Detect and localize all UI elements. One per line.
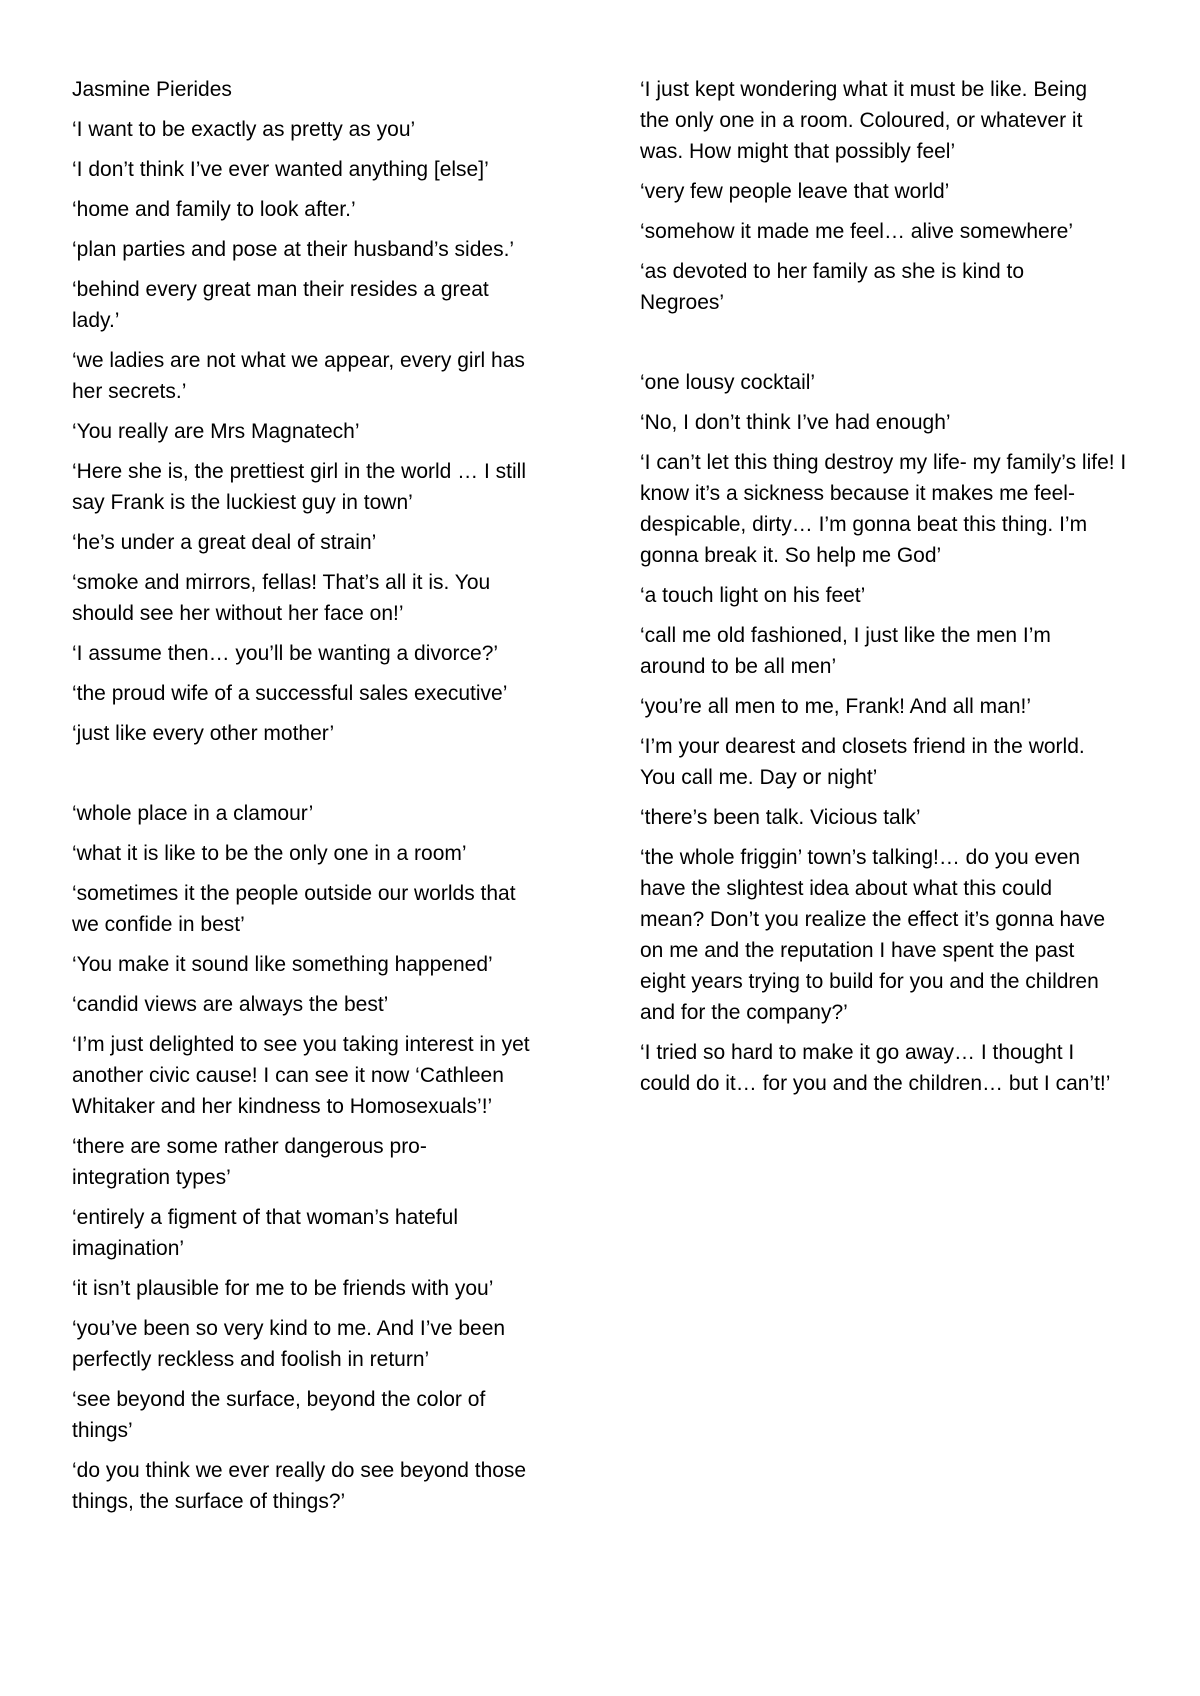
quote-line: ‘see beyond the surface, beyond the color of things’ (72, 1388, 486, 1442)
quote-line: ‘candid views are always the best’ (72, 993, 389, 1016)
quote-line: ‘I want to be exactly as pretty as you’ (72, 118, 416, 141)
quote-line: ‘sometimes it the people outside our worlds that we confide in best’ (72, 882, 516, 936)
quote-line: ‘smoke and mirrors, fellas! That’s all it is. You should see her without her face on!’ (72, 571, 491, 625)
quote-line: ‘I can’t let this thing destroy my life- my family’s life! I know it’s a sickness because it makes me feel- despicable, dirty… I’m gonna beat this thing. I’m gonna break it. So help me God’ (640, 451, 1127, 567)
quote-line: ‘I tried so hard to make it go away… I thought I could do it… for you and the children… but I can’t!’ (640, 1041, 1111, 1095)
quote-line: ‘a touch light on his feet’ (640, 584, 866, 607)
quote-line: ‘he’s under a great deal of strain’ (72, 531, 377, 554)
quote-line: ‘plan parties and pose at their husband’s sides.’ (72, 238, 515, 261)
quote-line: ‘as devoted to her family as she is kind to Negroes’ (640, 260, 1025, 314)
quote-line: ‘the whole friggin’ town’s talking!… do you even have the slightest idea about what this could mean? Don’t you realize the effect it’s gonna have on me and the reputation I have spent the past eight years trying to build for you and the children and for the company?’ (640, 846, 1106, 1024)
quote-line: ‘do you think we ever really do see beyond those things, the surface of things?’ (72, 1459, 527, 1513)
quote-line: ‘You make it sound like something happened’ (72, 953, 493, 976)
quote-line: ‘home and family to look after.’ (72, 198, 356, 221)
quote-line: ‘I’m your dearest and closets friend in the world. You call me. Day or night’ (640, 735, 1085, 789)
quote-line: ‘there are some rather dangerous pro-integration types’ (72, 1135, 427, 1189)
quote-line: ‘Here she is, the prettiest girl in the world … I still say Frank is the luckiest guy in town’ (72, 460, 527, 514)
quote-line: ‘You really are Mrs Magnatech’ (72, 420, 360, 443)
quote-line: ‘I’m just delighted to see you taking interest in yet another civic cause! I can see it now ‘Cathleen Whitaker and her kindness to Homosexuals’!’ (72, 1033, 530, 1118)
left-column (72, 74, 572, 1526)
quote-line: ‘behind every great man their resides a great lady.’ (72, 278, 489, 332)
quote-line: ‘what it is like to be the only one in a room’ (72, 842, 467, 865)
quote-line: ‘you’ve been so very kind to me. And I’ve been perfectly reckless and foolish in return’ (72, 1317, 506, 1371)
quote-line: ‘it isn’t plausible for me to be friends with you’ (72, 1277, 494, 1300)
quote-line: ‘very few people leave that world’ (640, 180, 950, 203)
section-spacer (72, 758, 572, 798)
quote-line: ‘I don’t think I’ve ever wanted anything [else]’ (72, 158, 489, 181)
author-name: Jasmine Pierides (72, 78, 232, 101)
right-column (640, 74, 1140, 1108)
quote-line: ‘I assume then… you’ll be wanting a divorce?’ (72, 642, 499, 665)
quote-line: ‘you’re all men to me, Frank! And all man!’ (640, 695, 1032, 718)
quote-line: ‘we ladies are not what we appear, every girl has her secrets.’ (72, 349, 525, 403)
quote-line: ‘somehow it made me feel… alive somewhere’ (640, 220, 1074, 243)
quote-line: ‘the proud wife of a successful sales executive’ (72, 682, 508, 705)
quote-line: ‘I just kept wondering what it must be like. Being the only one in a room. Coloured, or whatever it was. How might that possibly feel’ (640, 78, 1088, 163)
quote-line: ‘No, I don’t think I’ve had enough’ (640, 411, 951, 434)
quote-line: ‘one lousy cocktail’ (640, 371, 816, 394)
quote-line: ‘entirely a figment of that woman’s hateful imagination’ (72, 1206, 458, 1260)
quote-line: ‘whole place in a clamour’ (72, 802, 314, 825)
quote-line: ‘call me old fashioned, I just like the men I’m around to be all men’ (640, 624, 1051, 678)
section-spacer (640, 327, 1140, 367)
quote-line: ‘there’s been talk. Vicious talk’ (640, 806, 921, 829)
quote-line: ‘just like every other mother’ (72, 722, 335, 745)
